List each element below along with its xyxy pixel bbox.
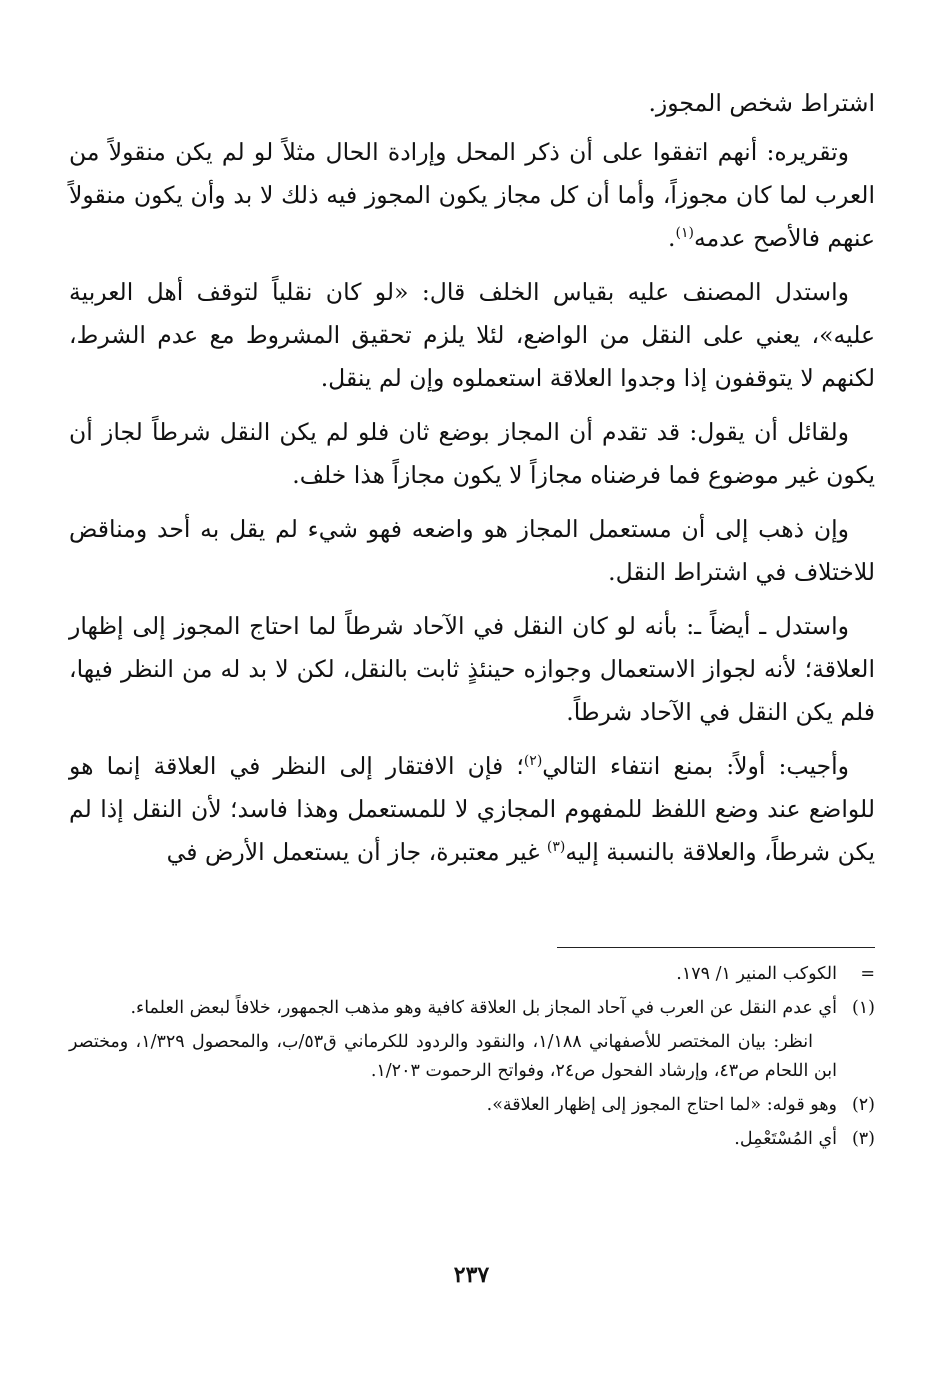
paragraph-1: وتقريره: أنهم اتفقوا على أن ذكر المحل وإرادة الحال مثلاً لو لم يكن منقولاً من العرب لما كان مجوزاً، وأما أن كل مجاز يكون المجوز فيه ذلك لا بد وأن يكون منقولاً عنهم فالأصح عدمه$^{(١)}$.: [69, 138, 875, 252]
paragraph-3: ولقائل أن يقول: قد تقدم أن المجاز بوضع ثان فلو لم يكن النقل شرطاً لجاز أن يكون غير موضوع فما فرضناه مجازاً لا يكون مجازاً هذا خلف.: [69, 418, 875, 489]
footnote-3: [69, 1125, 875, 1154]
footnote-1-text: أي عدم النقل عن العرب في آحاد المجاز بل العلاقة كافية وهو مذهب الجمهور، خلافاً لبعض العلماء.: [130, 998, 837, 1018]
footnote-1-sources: انظر: بيان المختصر للأصفهاني ١/١٨٨، والنقود والردود للكرماني ق٥٣/ب، والمحصول ١/٣٢٩، ومختصر ابن اللحام ص٤٣، وإرشاد الفحول ص٢٤، وفواتح الرحموت ١/٢٠٣.: [69, 1032, 837, 1081]
footnote-1-mark: (١): [851, 998, 875, 1018]
footnote-1: [69, 994, 875, 1023]
footnote-continuation-text: الكوكب المنير ١/ ١٧٩.: [676, 964, 837, 984]
page-number: ٢٣٧: [453, 1262, 490, 1288]
footnote-2-mark: (٢): [851, 1095, 875, 1115]
footnote-3-text: أي المُسْتَعْمِل.: [734, 1129, 837, 1149]
paragraph-2: واستدل المصنف عليه بقياس الخلف قال: «لو كان نقلياً لتوقف أهل العربية عليه»، يعني على النقل من الواضع، لئلا يلزم تحقيق المشروط مع عدم الشرط، لكنهم لا يتوقفون إذا وجدوا العلاقة استعملوه وإن لم ينقل.: [69, 278, 875, 392]
footnote-ref-3[interactable]: (٣): [546, 839, 566, 855]
footnotes: [69, 960, 875, 1159]
footnote-2: [69, 1091, 875, 1120]
footnote-continuation: [69, 960, 875, 989]
paragraph-5: واستدل ـ أيضاً ـ: بأنه لو كان النقل في الآحاد شرطاً لما احتاج المجوز إلى إظهار العلاقة؛ لأنه لجواز الاستعمال وجوازه حينئذٍ ثابت بالنقل، لكن لا بد له من النظر فيها، فلم يكن النقل في الآحاد شرطاً.: [69, 612, 875, 726]
paragraph-6: وأجيب: أولاً: بمنع انتفاء التالي$^{(٢)}$؛ فإن الافتقار إلى النظر في العلاقة إنما هو للواضع عند وضع اللفظ للمفهوم المجازي لا للمستعمل وهذا فاسد؛ لأن النقل إذا لم يكن شرطاً، والعلاقة بالنسبة إليه$^{(٣)}$ غير معتبرة، جاز أن يستعمل الأرض في: [69, 752, 875, 866]
footnote-2-text: وهو قوله: «لما احتاج المجوز إلى إظهار العلاقة».: [486, 1095, 837, 1115]
footnote-ref-2[interactable]: (٢): [523, 753, 543, 769]
footnote-ref-1[interactable]: (١): [675, 225, 694, 241]
main-text: [69, 82, 875, 885]
paragraph-4: وإن ذهب إلى أن مستعمل المجاز هو واضعه فهو شيء لم يقل به أحد ومناقض للاختلاف في اشتراط النقل.: [69, 515, 875, 586]
footnote-3-mark: (٣): [851, 1129, 875, 1149]
footnote-continuation-mark: =: [860, 964, 875, 984]
footnote-divider: [557, 947, 875, 948]
paragraph-0: اشتراط شخص المجوز.: [648, 89, 875, 117]
